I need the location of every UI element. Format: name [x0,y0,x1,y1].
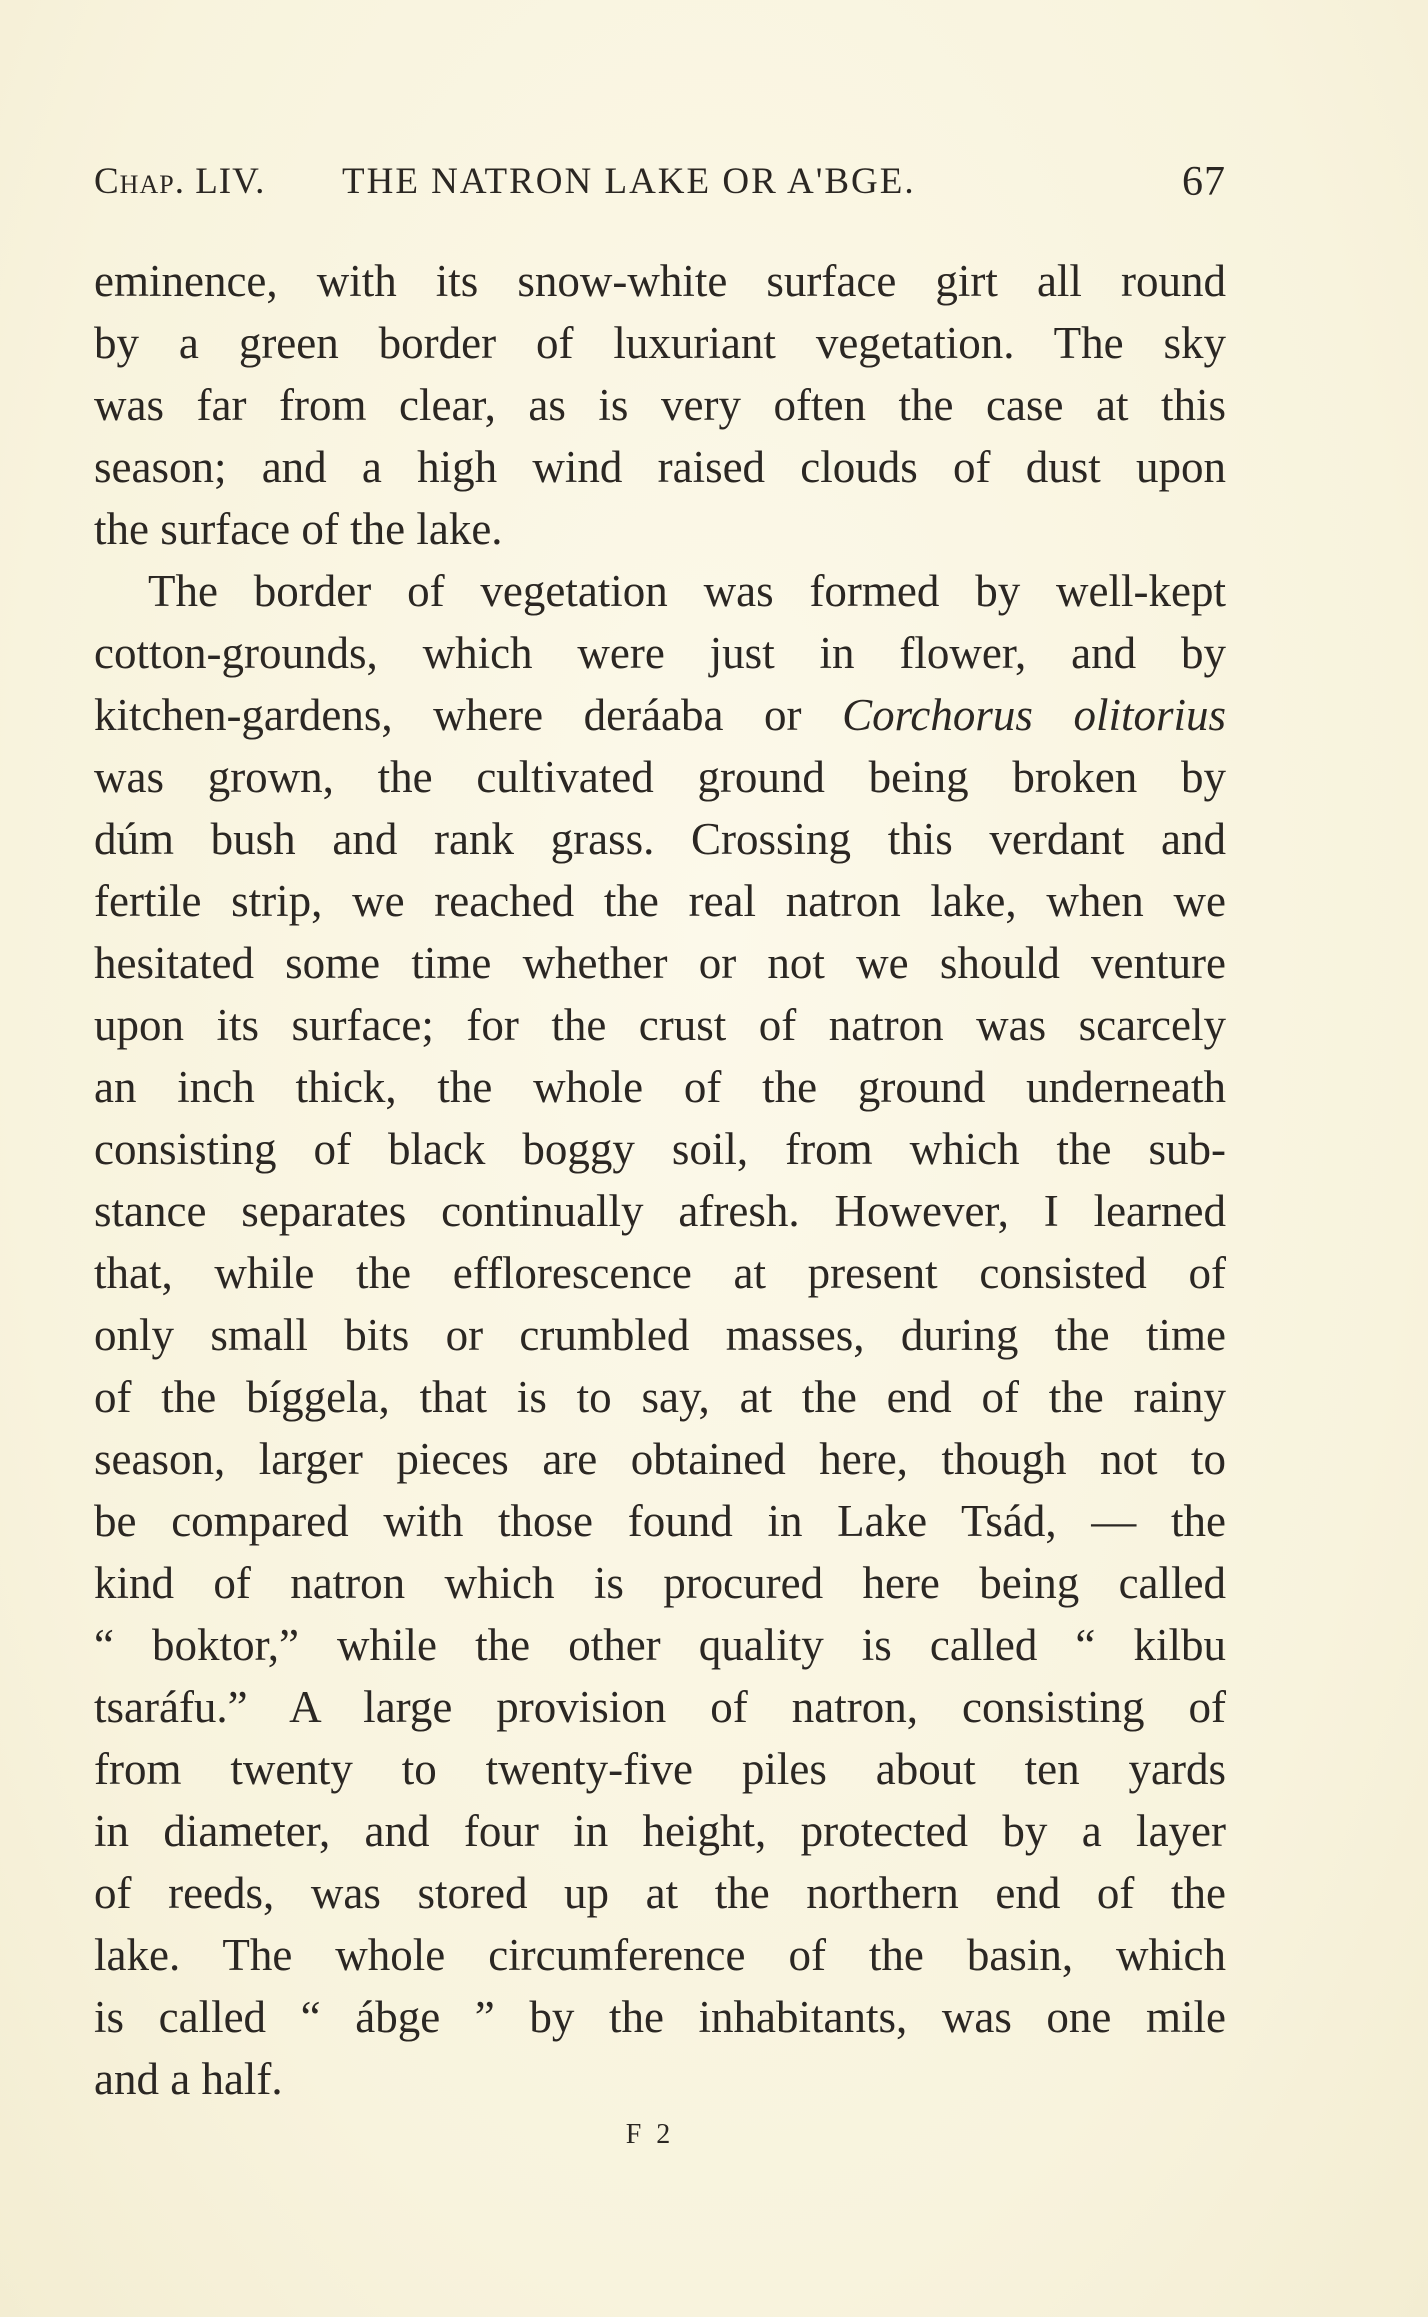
text-line: season, larger pieces are obtained here, though not to [94,1434,1226,1484]
text-line: fertile strip, we reached the real natron lake, when we [94,876,1226,926]
text-line: tsaráfu.” A large provision of natron, consisting of [94,1682,1226,1732]
text-line: “ boktor,” while the other quality is called “ kilbu [94,1620,1226,1670]
signature-mark: F 2 [625,2119,675,2150]
text-line: lake. The whole circumference of the basin, which [94,1930,1226,1980]
text-line: only small bits or crumbled masses, during the time [94,1310,1226,1360]
text-line: the surface of the lake. [94,504,503,554]
text-line: eminence, with its snow-white surface girt all round [94,256,1226,306]
text-line: that, while the efflorescence at present consisted of [94,1248,1226,1298]
text-line: was grown, the cultivated ground being broken by [94,752,1226,802]
text-line: hesitated some time whether or not we should venture [94,938,1226,988]
text-line: cotton-grounds, which were just in flower, and by [94,628,1226,678]
page-number: 67 [1182,159,1226,205]
text-line: upon its surface; for the crust of natron was scarcely [94,1000,1226,1050]
text-line: kind of natron which is procured here being called [94,1558,1226,1608]
text-line: is called “ ábge ” by the inhabitants, was one mile [94,1992,1226,2042]
text-line: from twenty to twenty-five piles about ten yards [94,1744,1226,1794]
running-head [94,158,1226,206]
text-line: be compared with those found in Lake Tsád, — the [94,1496,1226,1546]
paragraph-start-line: The border of vegetation was formed by well-kept [148,566,1226,616]
text-line: dúm bush and rank grass. Crossing this verdant and [94,814,1226,864]
chapter-title: THE NATRON LAKE OR A'BGE. [342,161,916,202]
text-line: stance separates continually afresh. However, I learned [94,1186,1226,1236]
text-line: was far from clear, as is very often the case at this [94,380,1226,430]
text-line: of the bíggela, that is to say, at the end of the rainy [94,1372,1226,1422]
text-line: by a green border of luxuriant vegetation. The sky [94,318,1226,368]
body-text [94,250,1226,2110]
text-line: consisting of black boggy soil, from which the sub- [94,1124,1226,1174]
text-line: season; and a high wind raised clouds of dust upon [94,442,1226,492]
text-fragment: kitchen-gardens, where deráaba or [94,690,802,740]
chapter-label: Chap. LIV. [94,161,266,202]
text-line: an inch thick, the whole of the ground underneath [94,1062,1226,1112]
botanical-name: Corchorus olitorius [842,690,1227,740]
text-line: and a half. [94,2054,283,2104]
text-line: in diameter, and four in height, protected by a layer [94,1806,1226,1856]
text-line: of reeds, was stored up at the northern end of the [94,1868,1226,1918]
text-line-with-italic [94,684,1226,746]
